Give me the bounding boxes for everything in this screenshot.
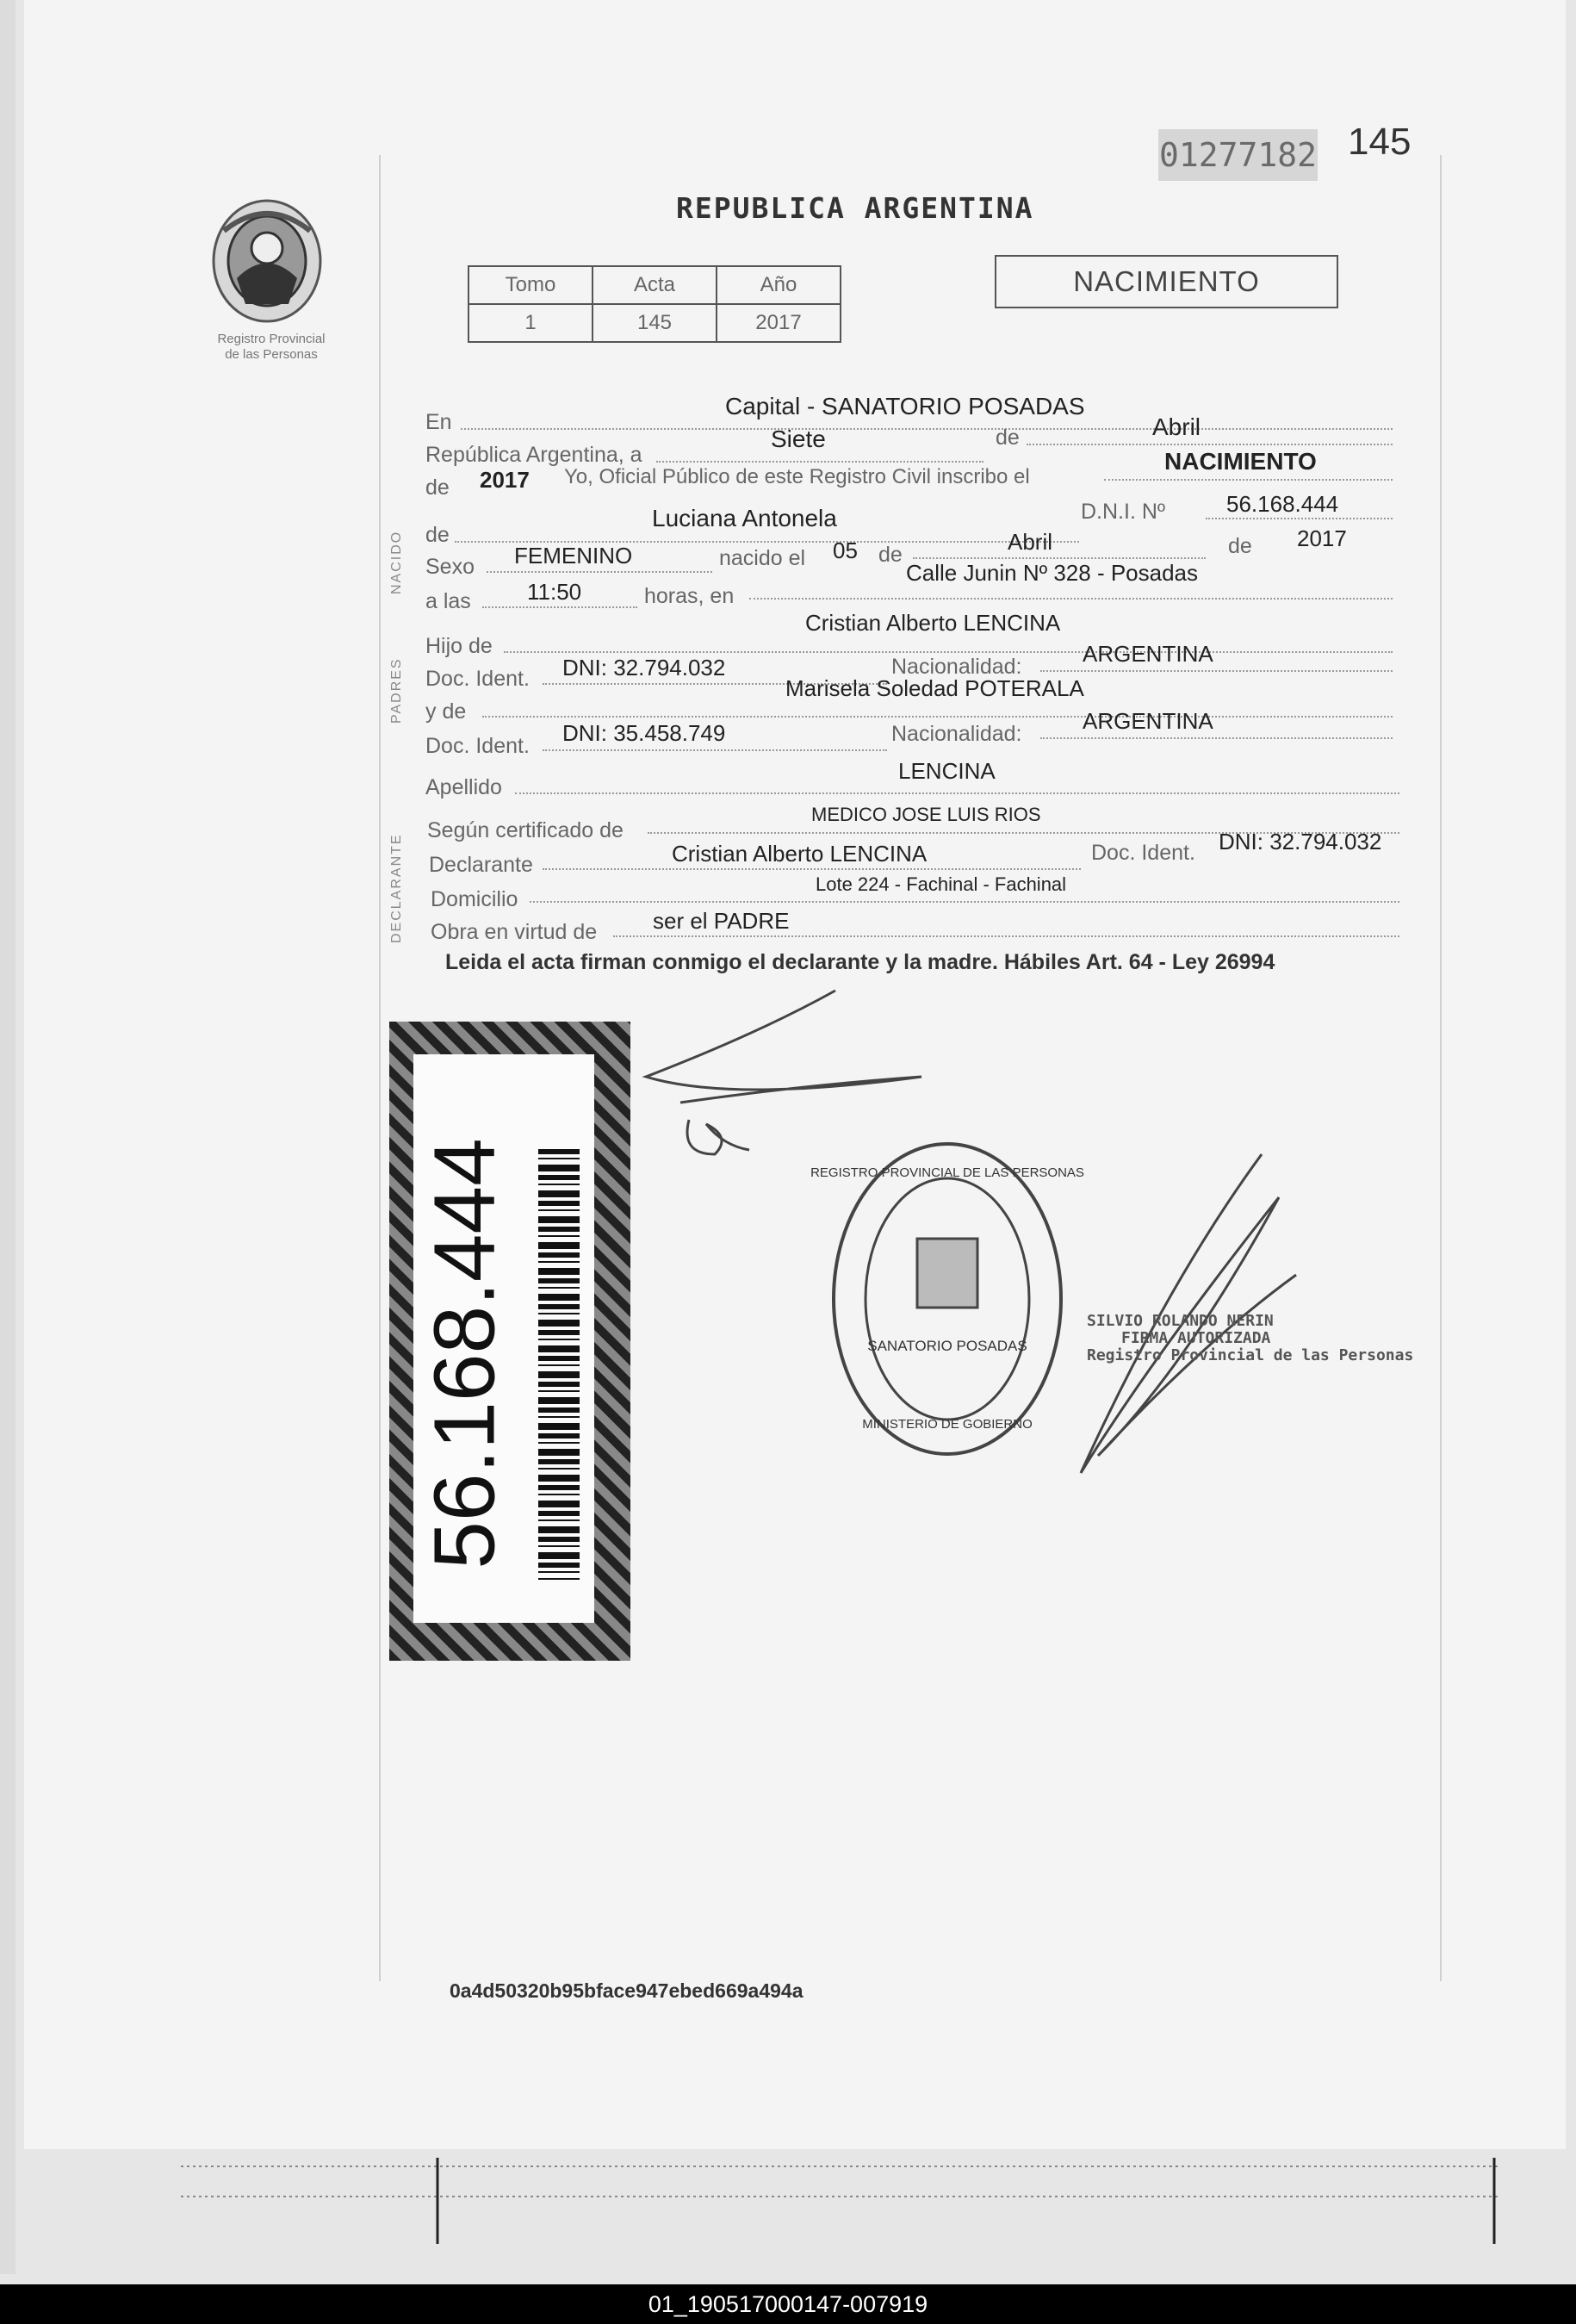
authority-name: SILVIO ROLANDO NERIN xyxy=(1087,1312,1274,1330)
record-type-box: NACIMIENTO xyxy=(995,255,1338,308)
value-birth-place: Calle Junin Nº 328 - Posadas xyxy=(906,560,1199,586)
value-father-name: Cristian Alberto LENCINA xyxy=(805,610,1061,636)
label-declarante: Declarante xyxy=(429,853,533,877)
official-stamp xyxy=(810,1135,1084,1463)
value-child-name: Luciana Antonela xyxy=(652,505,837,531)
authority-office: Registro Provincial de las Personas xyxy=(1087,1346,1414,1364)
value-month: Abril xyxy=(1152,413,1201,440)
dni-sticker xyxy=(389,1022,630,1661)
label-nacido: nacido el xyxy=(719,546,806,570)
fill-line xyxy=(1206,518,1393,519)
fill-line xyxy=(749,598,1393,600)
stamp-ring-bottom: MINISTERIO DE GOBIERNO xyxy=(862,1417,1033,1432)
value-father-doc: DNI: 32.794.032 xyxy=(562,655,726,680)
fill-line xyxy=(1040,670,1393,672)
fill-line xyxy=(530,901,1399,903)
label-certificado: Según certificado de xyxy=(427,818,624,842)
side-label-declarante: DECLARANTE xyxy=(389,833,404,943)
sticker-inner xyxy=(413,1054,594,1623)
fill-line xyxy=(515,792,1399,794)
fill-line xyxy=(1027,444,1393,445)
authority-role: FIRMA AUTORIZADA xyxy=(1121,1329,1271,1347)
value-mother-nat: ARGENTINA xyxy=(1083,708,1213,734)
ref-value-acta: 145 xyxy=(593,304,717,342)
record-reference-table xyxy=(468,265,841,343)
label-sexo: Sexo xyxy=(425,555,475,579)
value-declarant: Cristian Alberto LENCINA xyxy=(672,841,928,867)
label-doc-declarant: Doc. Ident. xyxy=(1091,841,1195,865)
label-a-las: a las xyxy=(425,589,471,613)
closing-note: Leida el acta firman conmigo el declarante y la madre. Hábiles Art. 64 - Ley 26994 xyxy=(445,950,1275,974)
value-surname: LENCINA xyxy=(898,758,996,784)
fill-line xyxy=(543,868,1081,870)
value-act: NACIMIENTO xyxy=(1164,448,1317,475)
ref-header-tomo: Tomo xyxy=(468,266,593,304)
value-place: Capital - SANATORIO POSADAS xyxy=(725,393,1085,419)
label-de-year: de xyxy=(425,475,450,500)
ref-value-tomo: 1 xyxy=(468,304,593,342)
value-certificate: MEDICO JOSE LUIS RIOS xyxy=(811,804,1041,825)
label-de-year2: de xyxy=(1228,534,1252,558)
label-obra: Obra en virtud de xyxy=(431,920,598,944)
label-de-birth: de xyxy=(878,543,903,567)
side-label-nacido: NACIDO xyxy=(389,530,404,594)
value-capacity: ser el PADRE xyxy=(653,908,790,934)
image-id-footer: 01_190517000147-007919 xyxy=(648,2291,928,2317)
fill-line xyxy=(1104,479,1393,481)
fill-line xyxy=(482,606,637,608)
label-doc-father: Doc. Ident. xyxy=(425,667,530,691)
folio-number: 145 xyxy=(1348,121,1412,163)
value-birth-day: 05 xyxy=(833,538,858,563)
value-mother-doc: DNI: 35.458.749 xyxy=(562,720,726,746)
value-mother-name: Marisela Soledad POTERALA xyxy=(785,675,1084,701)
crest-caption-line2: de las Personas xyxy=(225,347,318,362)
label-nat-mother: Nacionalidad: xyxy=(891,722,1022,746)
crest-caption xyxy=(177,332,366,363)
value-father-nat: ARGENTINA xyxy=(1083,641,1213,667)
value-address: Lote 224 - Fachinal - Fachinal xyxy=(816,873,1067,895)
label-nat-father: Nacionalidad: xyxy=(891,655,1022,679)
provincial-crest-logo xyxy=(207,196,327,326)
fill-line xyxy=(504,651,1393,653)
value-birth-year: 2017 xyxy=(1297,525,1347,551)
label-horas: horas, en xyxy=(644,584,735,608)
label-dni: D.N.I. Nº xyxy=(1081,500,1166,524)
fill-line xyxy=(487,571,712,573)
value-birth-month: Abril xyxy=(1008,529,1053,555)
label-hijo: Hijo de xyxy=(425,634,493,658)
fill-line xyxy=(656,461,983,463)
underlying-page-lines xyxy=(181,2158,1498,2253)
value-child-dni: 56.168.444 xyxy=(1226,491,1339,517)
label-de: de xyxy=(996,426,1020,450)
label-domicilio: Domicilio xyxy=(431,887,518,911)
authority-block xyxy=(1087,1313,1413,1364)
document-hash: 0a4d50320b95bface947ebed669a494a xyxy=(450,1979,804,2002)
value-sex: FEMENINO xyxy=(514,543,633,569)
label-y-de: y de xyxy=(425,699,467,724)
sticker-number: 56.168.444 xyxy=(416,1138,513,1569)
stamp-inner-text: SANATORIO POSADAS xyxy=(867,1338,1027,1354)
fill-line xyxy=(913,557,1206,559)
page-edge xyxy=(0,0,16,2274)
label-doc-mother: Doc. Ident. xyxy=(425,734,530,758)
label-en: En xyxy=(425,410,452,434)
country-heading: REPUBLICA ARGENTINA xyxy=(676,191,1034,225)
side-label-padres: PADRES xyxy=(389,657,404,724)
label-apellido: Apellido xyxy=(425,775,502,799)
label-name-de: de xyxy=(425,523,450,547)
value-year: 2017 xyxy=(480,467,530,493)
fill-line xyxy=(1040,737,1393,739)
stamp-ring-top: REGISTRO PROVINCIAL DE LAS PERSONAS xyxy=(810,1165,1084,1180)
serial-number: 01277182 xyxy=(1158,129,1318,181)
value-birth-time: 11:50 xyxy=(527,579,582,605)
value-declarant-doc: DNI: 32.794.032 xyxy=(1219,829,1382,854)
fill-line xyxy=(543,749,887,751)
value-day-word: Siete xyxy=(771,426,826,452)
ref-header-acta: Acta xyxy=(593,266,717,304)
fill-line xyxy=(461,428,1393,430)
barcode xyxy=(538,1149,580,1580)
label-officer-text: Yo, Oficial Público de este Registro Civil inscribo el xyxy=(564,465,1030,488)
crest-caption-line1: Registro Provincial xyxy=(217,332,326,346)
fill-line xyxy=(613,935,1399,937)
label-republica: República Argentina, a xyxy=(425,443,642,467)
fill-line xyxy=(482,716,1393,718)
ref-value-anio: 2017 xyxy=(717,304,841,342)
ref-header-anio: Año xyxy=(717,266,841,304)
